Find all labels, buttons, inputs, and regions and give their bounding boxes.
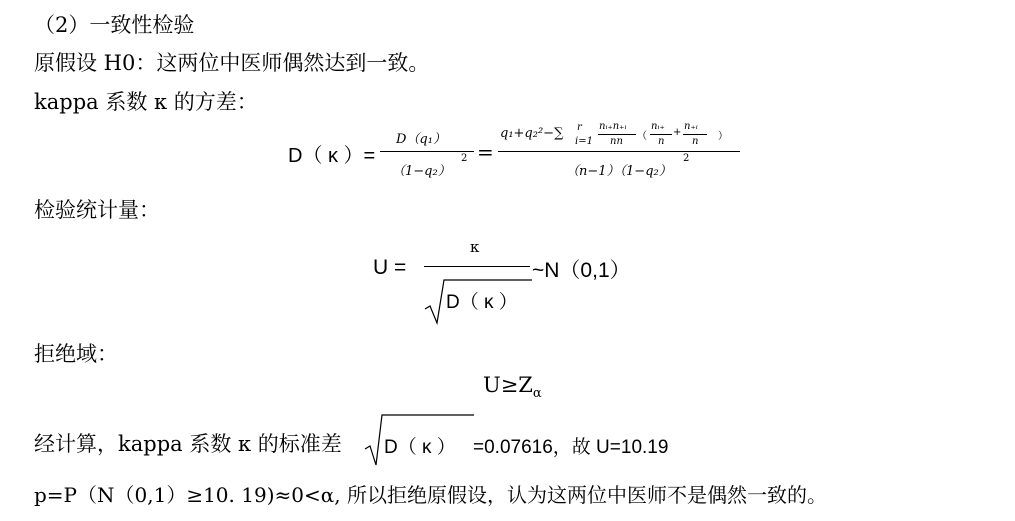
rejection-formula-sub: α bbox=[532, 386, 542, 402]
variance-intro: kappa 系数 κ 的方差： bbox=[34, 90, 258, 114]
variance-frac2-exponent: 2 bbox=[683, 153, 690, 164]
variance-frac-b-num: nᵢ₊ bbox=[651, 121, 665, 132]
variance-frac2-num-main: q₁+q₂²−∑ bbox=[500, 126, 564, 141]
rejection-formula-main: U≥Z bbox=[483, 373, 533, 397]
variance-frac-c-den: n bbox=[692, 136, 699, 147]
variance-sum-sup: r bbox=[577, 122, 582, 133]
variance-lhs: D（ κ ）= bbox=[288, 145, 376, 167]
variance-frac1-denominator: （1−q₂） bbox=[392, 164, 451, 179]
variance-frac-c-bar bbox=[683, 134, 707, 135]
variance-frac1-exponent: 2 bbox=[461, 153, 468, 164]
variance-frac-b-den: n bbox=[658, 136, 665, 147]
variance-plus: + bbox=[673, 127, 682, 138]
conclusion-text: p=P（N（0,1）≥10. 19)≈0<α, 所以拒绝原假设，认为这两位中医师不是偶然一致的。 bbox=[34, 483, 827, 507]
variance-frac1-numerator: D（q₁） bbox=[396, 132, 446, 147]
statistic-rhs: ~N（0,1） bbox=[532, 259, 631, 282]
rejection-formula bbox=[483, 373, 542, 401]
variance-frac1-bar bbox=[380, 151, 474, 152]
result-suffix: =0.07616，故 U=10.19 bbox=[473, 437, 669, 458]
hypothesis-text: 原假设 H0：这两位中医师偶然达到一致。 bbox=[34, 51, 430, 75]
variance-frac-a-den: nn bbox=[610, 136, 623, 147]
statistic-intro: 检验统计量： bbox=[34, 198, 160, 222]
result-prefix: 经计算，kappa 系数 κ 的标准差 bbox=[34, 432, 342, 456]
variance-paren-close: ） bbox=[718, 131, 728, 142]
result-sqrt-content: D（ κ ） bbox=[384, 437, 456, 458]
variance-sum-sub: i=1 bbox=[575, 136, 593, 147]
statistic-fraction-bar bbox=[424, 266, 530, 267]
rejection-intro: 拒绝域： bbox=[34, 342, 118, 366]
variance-frac2-denominator: （n−1）（1−q₂） bbox=[566, 164, 672, 179]
statistic-denominator: D（ κ ） bbox=[446, 292, 518, 313]
variance-frac-a-num: nᵢ₊n₊ᵢ bbox=[599, 121, 627, 132]
statistic-numerator: κ bbox=[470, 238, 480, 256]
section-title: （2）一致性检验 bbox=[34, 13, 195, 37]
variance-frac2-bar bbox=[498, 151, 740, 152]
statistic-lhs: U = bbox=[373, 256, 407, 279]
variance-paren-open: （ bbox=[637, 131, 647, 142]
variance-frac-a-bar bbox=[598, 134, 636, 135]
variance-equals: = bbox=[477, 140, 494, 164]
variance-frac-b-bar bbox=[650, 134, 672, 135]
variance-frac-c-num: n₊ᵢ bbox=[684, 121, 698, 132]
